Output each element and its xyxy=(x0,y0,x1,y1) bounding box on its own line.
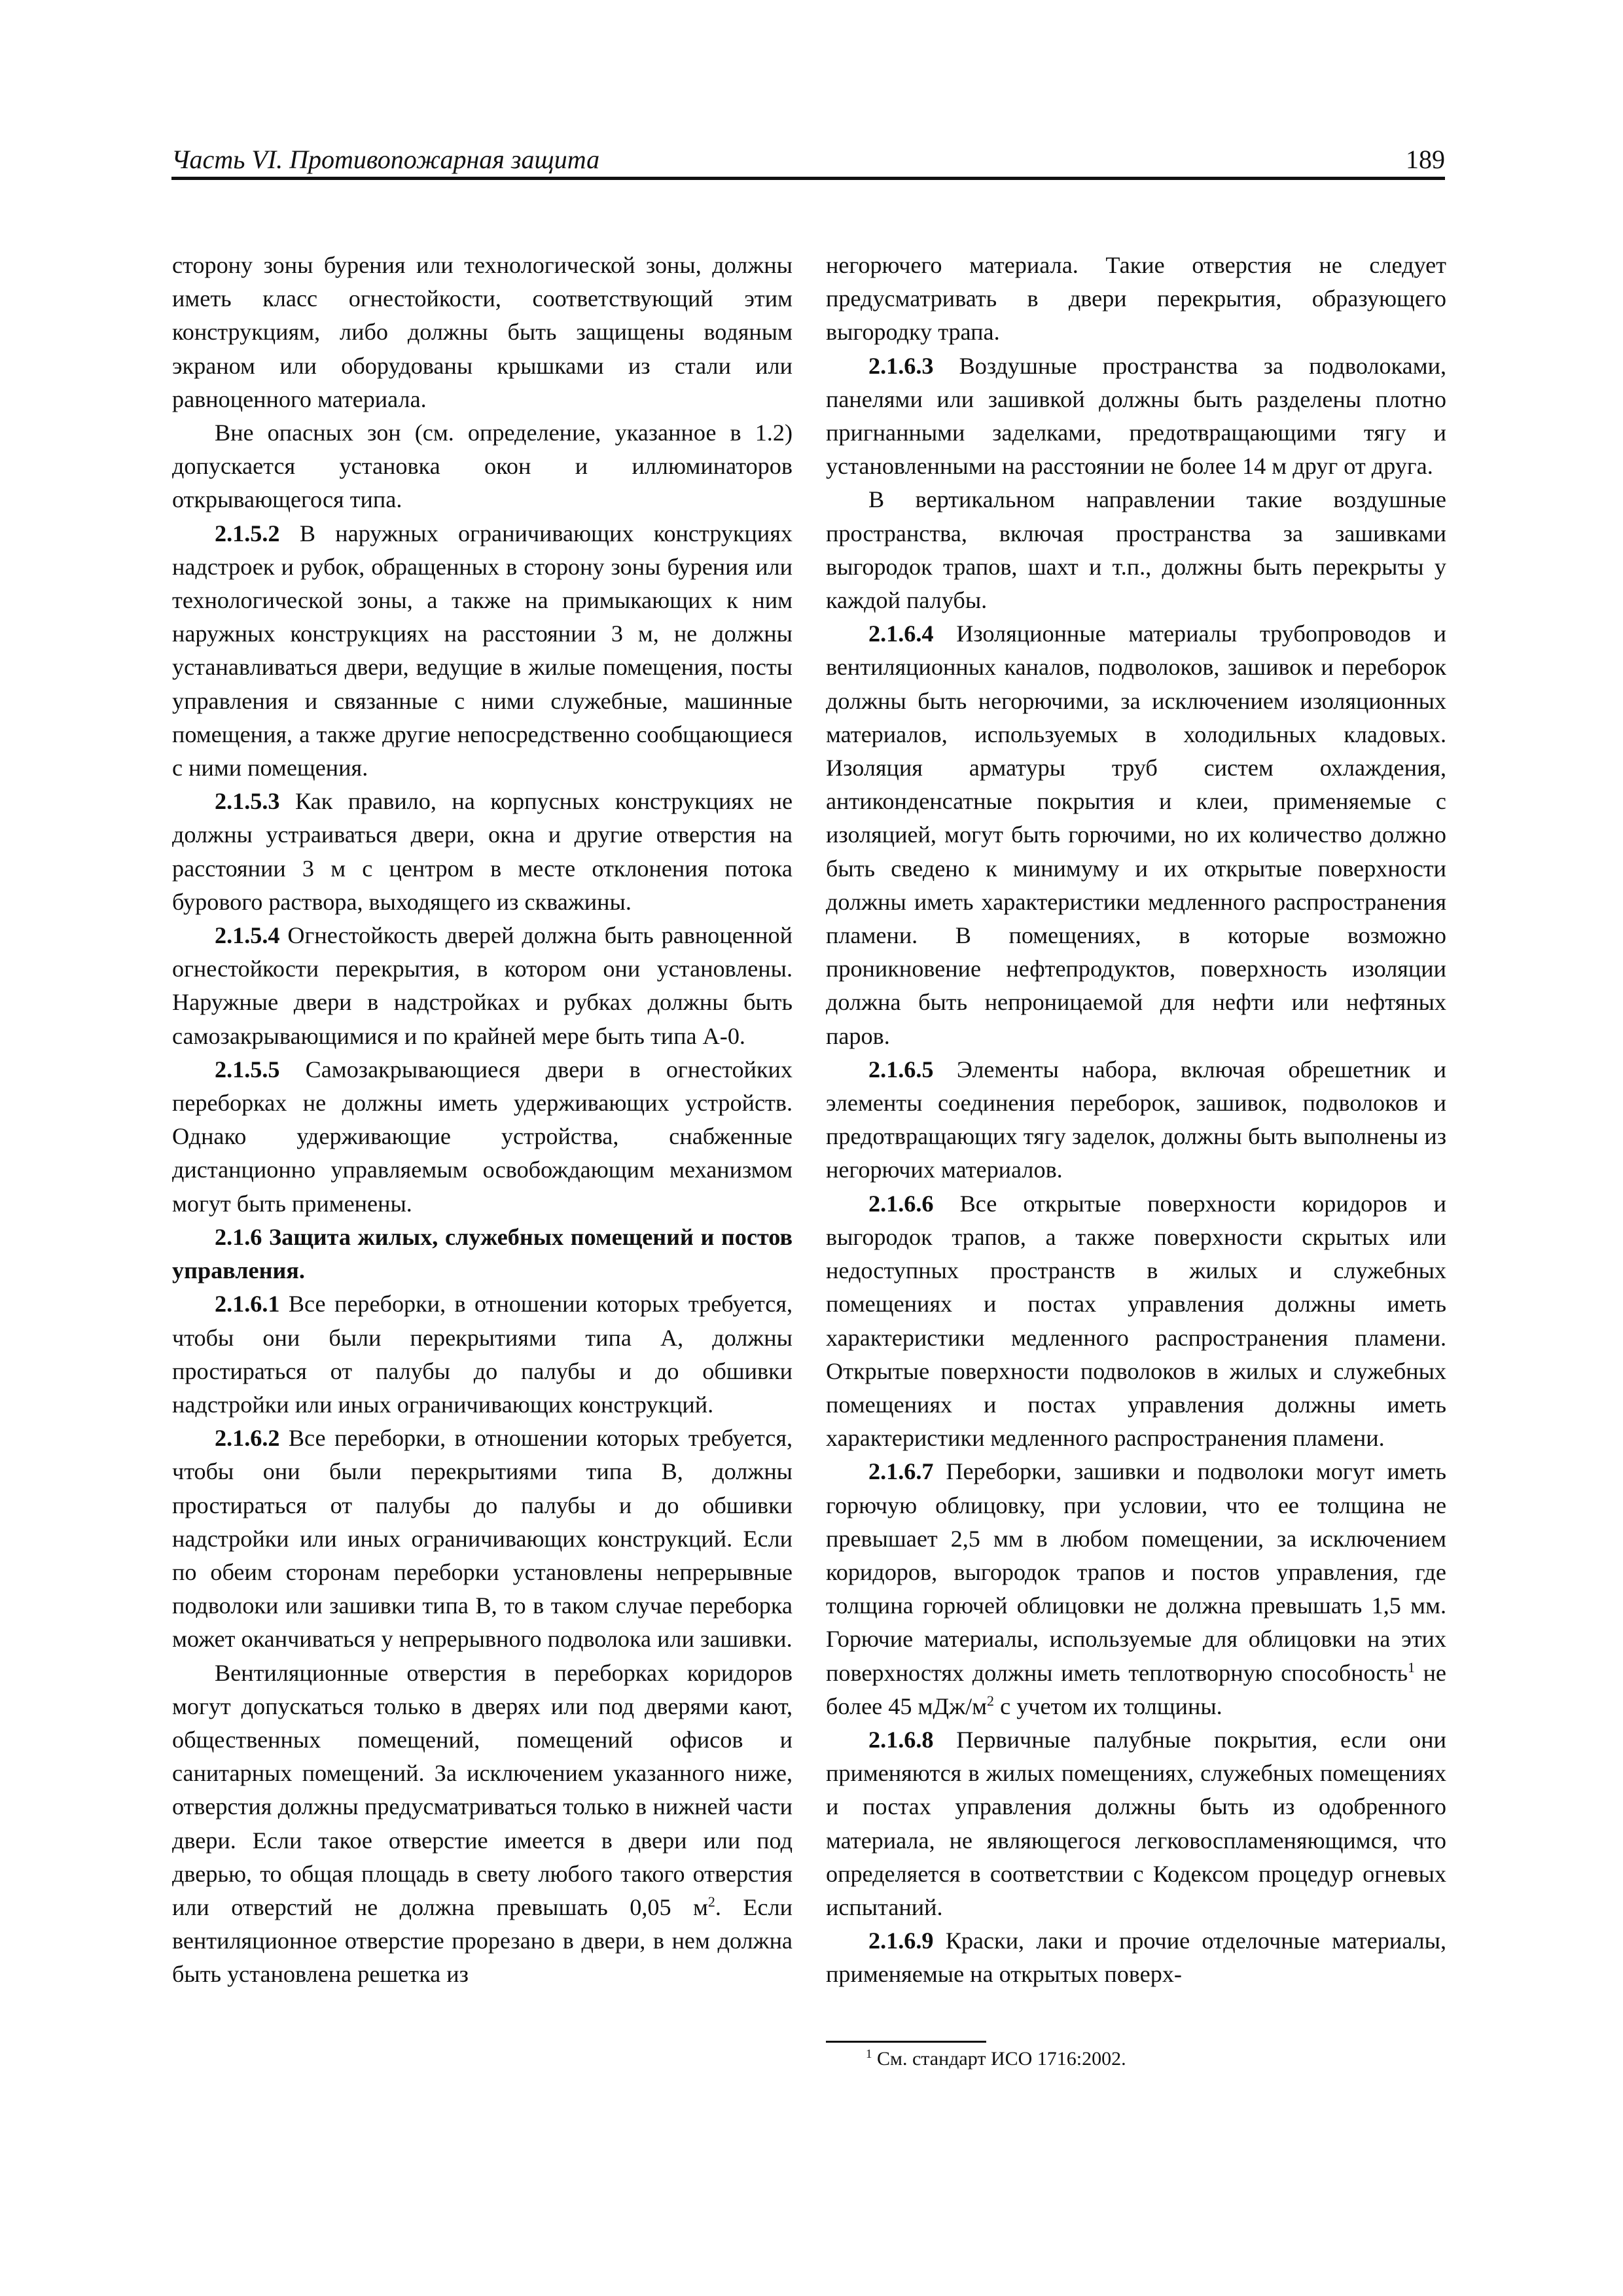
paragraph-text: . Если вентиляционное отверстие прорезано в двери, в нем должна быть установлена решетка из xyxy=(172,1893,793,1988)
paragraph-text: Все переборки, в отношении которых требуется, чтобы они были перекрытиями типа В, должны простираться от палубы до палубы и до обшивки надстройки или иных ограничивающих конструкций. Если по обеим сторонам переборки установлены непрерывные подволоки или зашивки типа В, то в таком случае переборка может оканчиваться у непрерывного подволока или зашивки. xyxy=(172,1425,793,1653)
superscript: 2 xyxy=(987,1692,995,1709)
right-column xyxy=(826,249,1446,1992)
footnote xyxy=(866,2046,1126,2072)
paragraph-text: Все переборки, в отношении которых требуется, чтобы они были перекрытиями типа А, должны простираться от палубы до палубы и до обшивки надстройки или иных ограничивающих конструкций. xyxy=(172,1291,793,1418)
paragraph-text: Огнестойкость дверей должна быть равноценной огнестойкости перекрытия, в котором они установлены. Наружные двери в надстройках и рубках должны быть самозакрывающимися и по крайней мере быть типа А-0. xyxy=(172,922,793,1049)
section-number: 2.1.6.4 xyxy=(868,620,934,647)
paragraph-2-1-6-4 xyxy=(826,617,1446,1053)
section-number: 2.1.5.2 xyxy=(215,520,280,547)
paragraph-2-1-6-8 xyxy=(826,1723,1446,1924)
paragraph-2-1-6-9 xyxy=(826,1924,1446,1991)
paragraph-text: Элементы набора, включая обрешетник и элементы соединения переборок, зашивок, подволоков и предотвращающих тягу заделок, должны быть выполнены из негорючих материалов. xyxy=(826,1056,1447,1183)
paragraph-text: Как правило, на корпусных конструкциях не должны устраиваться двери, окна и другие отверстия на расстоянии 3 м с центром в месте отклонения потока бурового раствора, выходящего из скважины. xyxy=(172,788,793,915)
footnote-ref: 1 xyxy=(1407,1659,1415,1676)
footnote-divider xyxy=(826,2041,986,2043)
paragraph-2-1-5-4 xyxy=(172,919,793,1053)
paragraph: сторону зоны бурения или технологической зоны, должны иметь класс огнестойкости, соответствующий этим конструкциям, либо должны быть защищены водяным экраном или оборудованы крышками из стали или равноценного материала. xyxy=(172,252,793,412)
paragraph-text: Краски, лаки и прочие отделочные материалы, применяемые на открытых поверх- xyxy=(826,1928,1447,1988)
paragraph-text: Первичные палубные покрытия, если они применяются в жилых помещениях, служебных помещениях и постах управления должны быть из одобренного материала, не являющегося легковоспламеняющимся, что определяется в соответствии с Кодексом процедур огневых испытаний. xyxy=(826,1726,1447,1920)
footnote-text: См. стандарт ИСО 1716:2002. xyxy=(872,2048,1126,2070)
paragraph: В вертикальном направлении такие воздушные пространства, включая пространства за зашивками выгородок трапов, шахт и т.п., должны быть перекрыты у каждой палубы. xyxy=(826,486,1446,614)
paragraph-2-1-6-7 xyxy=(826,1455,1446,1723)
running-header xyxy=(171,145,1445,180)
paragraph-2-1-6-6 xyxy=(826,1187,1446,1456)
section-number: 2.1.6.9 xyxy=(868,1928,934,1954)
paragraph-text: с учетом их толщины. xyxy=(994,1693,1222,1719)
paragraph-2-1-5-3 xyxy=(172,785,793,919)
section-number: 2.1.6.6 xyxy=(868,1190,934,1217)
paragraph-2-1-5-5 xyxy=(172,1053,793,1221)
paragraph-2-1-6-1 xyxy=(172,1287,793,1422)
footnote-marker: 1 xyxy=(866,2047,872,2061)
paragraph-text: Вентиляционные отверстия в переборках коридоров могут допускаться только в дверях или под дверями кают, общественных помещений, помещений офисов и санитарных помещений. За исключением указанного ниже, отверстия должны предусматриваться только в нижней части двери. Если такое отверстие имеется в двери или под дверью, то общая площадь в свету любого такого отверстия или отверстий не должна превышать 0,05 м xyxy=(172,1659,793,1920)
section-number: 2.1.6.1 xyxy=(215,1291,280,1318)
paragraph-text: Изоляционные материалы трубопроводов и вентиляционных каналов, подволоков, зашивок и переборок должны быть негорючими, за исключением изоляционных материалов, используемых в холодильных кладовых. Изоляция арматуры труб систем охлаждения, антиконденсатные покрытия и клеи, применяемые с изоляцией, могут быть горючими, но их количество должно быть сведено к минимуму и их открытые поверхности должны иметь характеристики медленного распространения пламени. В помещениях, в которые возможно проникновение нефтепродуктов, поверхность изоляции должна быть непроницаемой для нефти или нефтяных паров. xyxy=(826,620,1446,1049)
section-number: 2.1.5.4 xyxy=(215,922,280,949)
section-number: 2.1.6.3 xyxy=(868,352,934,379)
paragraph: негорючего материала. Такие отверстия не следует предусматривать в двери перекрытия, образующего выгородку трапа. xyxy=(826,252,1446,346)
paragraph xyxy=(172,1657,793,1992)
section-number: 2.1.6.8 xyxy=(868,1726,934,1753)
header-title: Часть VI. Противопожарная защита xyxy=(171,145,600,174)
paragraph-text: В наружных ограничивающих конструкциях надстроек и рубок, обращенных в сторону зоны бурения или технологической зоны, а также на примыкающих к ним наружных конструкциях на расстоянии 3 м, не должны устанавливаться двери, ведущие в жилые помещения, посты управления и связанные с ними служебные, машинные помещения, а также другие непосредственно сообщающиеся с ними помещения. xyxy=(172,520,793,781)
section-number: 2.1.6.5 xyxy=(868,1056,934,1083)
page-number: 189 xyxy=(1406,145,1445,174)
superscript: 2 xyxy=(707,1893,715,1910)
paragraph-text: Воздушные пространства за подволоками, панелями или зашивкой должны быть разделены плотно пригнанными заделками, предотвращающими тягу и установленными на расстоянии не более 14 м друг от друга. xyxy=(826,352,1447,480)
paragraph-text: Самозакрывающиеся двери в огнестойких переборках не должны иметь удерживающих устройств. Однако удерживающие устройства, снабженные дистанционно управляемым освобождающим механизмом могут быть применены. xyxy=(172,1056,793,1217)
left-column xyxy=(172,249,793,1992)
section-number: 2.1.6.2 xyxy=(215,1425,280,1452)
paragraph-text: Все открытые поверхности коридоров и выгородок трапов, а также поверхности скрытых или недоступных пространств в жилых и служебных помещениях и постах управления должны иметь характеристики медленного распространения пламени. Открытые поверхности подволоков в жилых и служебных помещениях и постах управления должны иметь характеристики медленного распространения пламени. xyxy=(826,1190,1446,1452)
paragraph-text: Переборки, зашивки и подволоки могут иметь горючую облицовку, при условии, что ее толщина не превышает 2,5 мм в любом помещении, за исключением коридоров, выгородок трапов и постов управления, где толщина горючей облицовки не должна превышать 1,5 мм. Горючие материалы, используемые для облицовки на этих поверхностях должны иметь теплотворную способность xyxy=(826,1458,1446,1686)
paragraph-2-1-6-5 xyxy=(826,1053,1446,1187)
section-number: 2.1.5.5 xyxy=(215,1056,280,1083)
paragraph-2-1-6-3 xyxy=(826,350,1446,484)
section-number: 2.1.5.3 xyxy=(215,788,280,815)
section-number: 2.1.6.7 xyxy=(868,1458,934,1485)
paragraph: Вне опасных зон (см. определение, указанное в 1.2) допускается установка окон и иллюминаторов открывающегося типа. xyxy=(172,420,793,513)
paragraph-text: не более 45 мДж/м xyxy=(826,1659,1446,1719)
section-heading: 2.1.6 Защита жилых, служебных помещений и постов управления. xyxy=(172,1223,793,1284)
paragraph-2-1-6-2 xyxy=(172,1422,793,1656)
paragraph-2-1-5-2 xyxy=(172,517,793,785)
